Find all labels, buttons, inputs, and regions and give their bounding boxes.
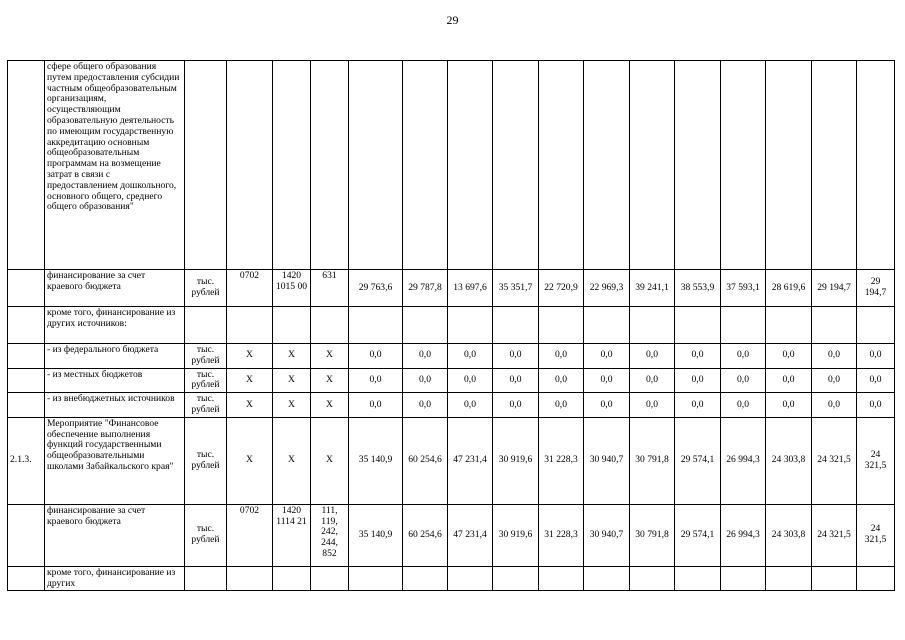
year-value-cell: 26 994,3 — [721, 417, 766, 504]
code-section: X — [227, 368, 273, 393]
total-cell: 0,0 — [349, 344, 403, 369]
table-row — [8, 270, 895, 307]
code-expense: 631 — [311, 270, 349, 307]
year-value-cell: 22 720,9 — [539, 270, 584, 307]
year-value-cell — [630, 307, 675, 344]
year-value-cell: 47 231,4 — [448, 417, 493, 504]
code-expense: 111, 119, 242, 244, 852 — [311, 504, 349, 566]
code-section: 0702 — [227, 504, 273, 566]
year-value-cell: 0,0 — [539, 344, 584, 369]
year-value-cell: 39 241,1 — [630, 270, 675, 307]
year-value-cell — [766, 61, 812, 270]
code-article — [273, 307, 311, 344]
row-number — [8, 307, 45, 344]
year-value-cell: 13 697,6 — [448, 270, 493, 307]
year-value-cell: 29 574,1 — [675, 504, 721, 566]
year-value-cell — [630, 61, 675, 270]
year-value-cell — [448, 307, 493, 344]
row-description: финансирование за счет краевого бюджета — [45, 270, 185, 307]
code-article — [273, 566, 311, 591]
code-expense: X — [311, 393, 349, 418]
total-cell — [349, 566, 403, 591]
year-value-cell — [403, 307, 448, 344]
year-value-cell — [721, 307, 766, 344]
row-description: кроме того, финансирование из других источников: — [45, 307, 185, 344]
year-value-cell: 0,0 — [812, 393, 857, 418]
row-description: кроме того, финансирование из других — [45, 566, 185, 591]
year-value-cell — [630, 566, 675, 591]
table-row — [8, 61, 895, 270]
year-value-cell — [721, 566, 766, 591]
year-value-cell: 24 321,5 — [812, 504, 857, 566]
code-section — [227, 307, 273, 344]
total-cell: 0,0 — [349, 368, 403, 393]
total-cell: 0,0 — [349, 393, 403, 418]
year-value-cell — [675, 307, 721, 344]
unit-cell: тыс. рублей — [185, 504, 227, 566]
row-number — [8, 61, 45, 270]
row-number — [8, 566, 45, 591]
table-row — [8, 307, 895, 344]
year-value-cell: 22 969,3 — [584, 270, 630, 307]
year-value-cell: 0,0 — [675, 368, 721, 393]
year-value-cell — [766, 566, 812, 591]
year-value-cell: 30 919,6 — [493, 504, 539, 566]
table-row — [8, 417, 895, 504]
year-value-cell: 0,0 — [766, 344, 812, 369]
year-value-cell: 0,0 — [721, 393, 766, 418]
year-value-cell — [812, 307, 857, 344]
code-expense — [311, 566, 349, 591]
total-cell — [349, 307, 403, 344]
unit-cell — [185, 61, 227, 270]
unit-cell: тыс. рублей — [185, 368, 227, 393]
unit-cell: тыс. рублей — [185, 393, 227, 418]
total-cell: 35 140,9 — [349, 504, 403, 566]
year-value-cell: 0,0 — [812, 368, 857, 393]
year-value-cell — [857, 566, 895, 591]
year-value-cell — [721, 61, 766, 270]
code-section: X — [227, 417, 273, 504]
unit-cell — [185, 566, 227, 591]
code-article — [273, 61, 311, 270]
unit-cell: тыс. рублей — [185, 344, 227, 369]
year-value-cell: 0,0 — [493, 344, 539, 369]
year-value-cell: 0,0 — [493, 368, 539, 393]
table-row — [8, 504, 895, 566]
year-value-cell: 0,0 — [857, 344, 895, 369]
row-description: - из местных бюджетов — [45, 368, 185, 393]
year-value-cell — [812, 61, 857, 270]
year-value-cell: 0,0 — [403, 393, 448, 418]
year-value-cell: 0,0 — [812, 344, 857, 369]
year-value-cell — [857, 61, 895, 270]
code-expense — [311, 61, 349, 270]
year-value-cell: 60 254,6 — [403, 417, 448, 504]
year-value-cell — [584, 61, 630, 270]
row-number — [8, 393, 45, 418]
year-value-cell: 29 574,1 — [675, 417, 721, 504]
year-value-cell: 0,0 — [493, 393, 539, 418]
year-value-cell: 30 940,7 — [584, 417, 630, 504]
page-number: 29 — [446, 13, 459, 27]
code-article: 1420 1015 00 — [273, 270, 311, 307]
year-value-cell: 0,0 — [630, 393, 675, 418]
year-value-cell: 0,0 — [448, 393, 493, 418]
row-description: Мероприятие "Финансовое обеспечение выполнения функций государственными общеобразовательными школами Забайкальского края" — [45, 417, 185, 504]
year-value-cell: 31 228,3 — [539, 417, 584, 504]
unit-cell: тыс. рублей — [185, 270, 227, 307]
table-row — [8, 368, 895, 393]
code-article: X — [273, 344, 311, 369]
year-value-cell — [448, 566, 493, 591]
year-value-cell — [812, 566, 857, 591]
year-value-cell: 0,0 — [403, 368, 448, 393]
code-article: X — [273, 393, 311, 418]
code-article: 1420 1114 21 — [273, 504, 311, 566]
year-value-cell — [539, 307, 584, 344]
year-value-cell — [493, 566, 539, 591]
total-cell: 35 140,9 — [349, 417, 403, 504]
unit-cell: тыс. рублей — [185, 417, 227, 504]
year-value-cell: 0,0 — [675, 393, 721, 418]
code-expense: X — [311, 344, 349, 369]
year-value-cell: 0,0 — [630, 344, 675, 369]
year-value-cell: 0,0 — [721, 344, 766, 369]
year-value-cell: 0,0 — [857, 368, 895, 393]
year-value-cell: 0,0 — [448, 368, 493, 393]
year-value-cell: 30 919,6 — [493, 417, 539, 504]
year-value-cell — [493, 61, 539, 270]
code-article: X — [273, 368, 311, 393]
year-value-cell: 0,0 — [539, 368, 584, 393]
year-value-cell: 29 194,7 — [857, 270, 895, 307]
year-value-cell: 0,0 — [630, 368, 675, 393]
row-number — [8, 344, 45, 369]
table-row — [8, 393, 895, 418]
year-value-cell: 0,0 — [539, 393, 584, 418]
year-value-cell — [539, 566, 584, 591]
budget-table — [7, 60, 895, 591]
year-value-cell — [493, 307, 539, 344]
year-value-cell: 26 994,3 — [721, 504, 766, 566]
year-value-cell: 47 231,4 — [448, 504, 493, 566]
year-value-cell — [403, 61, 448, 270]
year-value-cell: 24 303,8 — [766, 417, 812, 504]
year-value-cell: 31 228,3 — [539, 504, 584, 566]
code-section: X — [227, 393, 273, 418]
year-value-cell: 60 254,6 — [403, 504, 448, 566]
row-description: финансирование за счет краевого бюджета — [45, 504, 185, 566]
year-value-cell: 29 787,8 — [403, 270, 448, 307]
code-expense: X — [311, 368, 349, 393]
code-section — [227, 61, 273, 270]
year-value-cell: 37 593,1 — [721, 270, 766, 307]
year-value-cell: 0,0 — [584, 368, 630, 393]
year-value-cell: 0,0 — [584, 393, 630, 418]
year-value-cell: 24 321,5 — [812, 417, 857, 504]
code-section: 0702 — [227, 270, 273, 307]
row-description: - из внебюджетных источников — [45, 393, 185, 418]
year-value-cell: 29 194,7 — [812, 270, 857, 307]
year-value-cell — [675, 566, 721, 591]
year-value-cell: 0,0 — [766, 368, 812, 393]
total-cell — [349, 61, 403, 270]
code-section: X — [227, 344, 273, 369]
code-expense: X — [311, 417, 349, 504]
year-value-cell — [539, 61, 584, 270]
year-value-cell: 0,0 — [675, 344, 721, 369]
year-value-cell — [403, 566, 448, 591]
year-value-cell — [448, 61, 493, 270]
year-value-cell: 38 553,9 — [675, 270, 721, 307]
year-value-cell: 24 321,5 — [857, 504, 895, 566]
year-value-cell: 0,0 — [448, 344, 493, 369]
unit-cell — [185, 307, 227, 344]
year-value-cell: 0,0 — [766, 393, 812, 418]
year-value-cell: 0,0 — [403, 344, 448, 369]
row-description: - из федерального бюджета — [45, 344, 185, 369]
year-value-cell: 0,0 — [857, 393, 895, 418]
table-row — [8, 566, 895, 591]
year-value-cell: 24 321,5 — [857, 417, 895, 504]
year-value-cell — [766, 307, 812, 344]
year-value-cell — [584, 307, 630, 344]
code-article: X — [273, 417, 311, 504]
row-number — [8, 368, 45, 393]
year-value-cell: 24 303,8 — [766, 504, 812, 566]
year-value-cell: 30 791,8 — [630, 417, 675, 504]
row-number — [8, 504, 45, 566]
year-value-cell: 28 619,6 — [766, 270, 812, 307]
code-expense — [311, 307, 349, 344]
year-value-cell: 35 351,7 — [493, 270, 539, 307]
table-row — [8, 344, 895, 369]
total-cell: 29 763,6 — [349, 270, 403, 307]
row-number — [8, 270, 45, 307]
code-section — [227, 566, 273, 591]
row-description: сфере общего образования путем предоставления субсидии частным общеобразовательным организациям, осуществляющим образовательную деятельность по имеющим государственную аккредитацию основным общеобразовательным программам на возмещение затрат в связи с предоставлением дошкольного, основного общего, среднего общего образования" — [45, 61, 185, 270]
year-value-cell — [675, 61, 721, 270]
year-value-cell — [584, 566, 630, 591]
year-value-cell — [857, 307, 895, 344]
year-value-cell: 0,0 — [584, 344, 630, 369]
year-value-cell: 30 791,8 — [630, 504, 675, 566]
row-number: 2.1.3. — [8, 417, 45, 504]
year-value-cell: 30 940,7 — [584, 504, 630, 566]
year-value-cell: 0,0 — [721, 368, 766, 393]
